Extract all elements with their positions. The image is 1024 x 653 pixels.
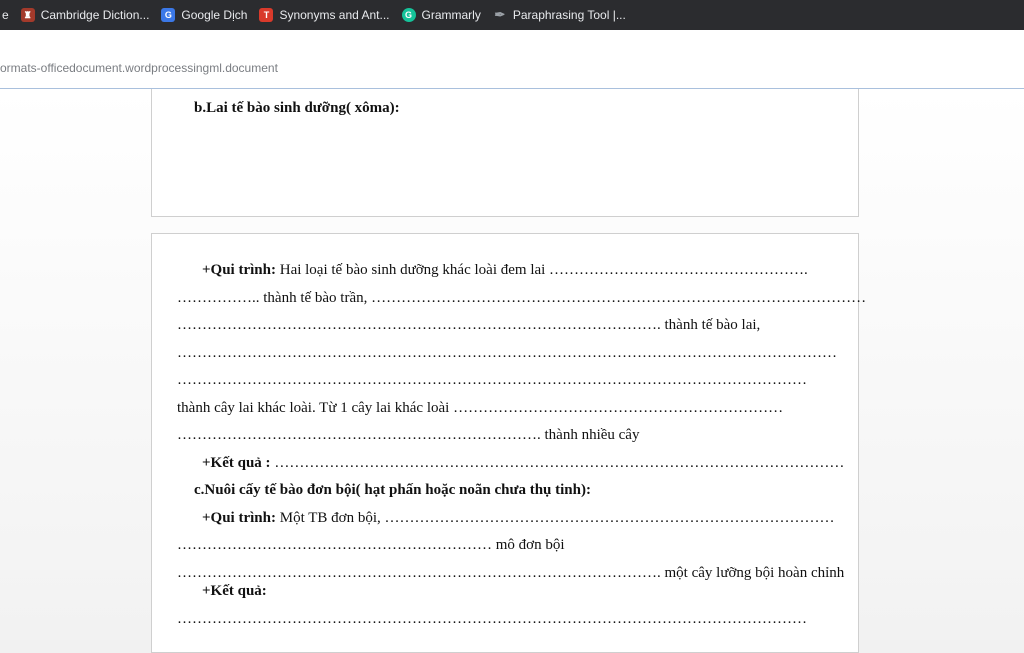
text-line-10	[202, 509, 835, 527]
document-page-1	[151, 89, 859, 217]
document-url[interactable]: ormats-officedocument.wordprocessingml.document	[0, 61, 278, 75]
label-qui-trinh: +Qui trình:	[202, 262, 276, 278]
google-translate-icon: G	[161, 8, 175, 22]
text-line-5: ………………………………………………………………………………………………………………	[177, 372, 807, 388]
text-line-4: ……………………………………………………………………………………………………………………	[177, 345, 837, 361]
text-span: Hai loại tế bào sinh dưỡng khác loài đem lai …………………………………………….	[275, 262, 808, 278]
text-span: Một TB đơn bội, ………………………………………………………………………………	[275, 510, 835, 526]
bookmark-paraphrasing[interactable]	[487, 0, 632, 30]
bookmarks-bar	[0, 0, 1024, 30]
document-page-2	[151, 233, 867, 653]
text-line-2: …………….. thành tế bào trần, ………………………………………………………………………………………	[177, 290, 867, 306]
section-heading-b: b.Lai tế bào sinh dưỡng( xôma):	[194, 100, 400, 116]
text-line-6: thành cây lai khác loài. Từ 1 cây lai khác loài …………………………………………………………	[177, 400, 784, 416]
text-line-8	[202, 454, 844, 472]
text-line-14: ………………………………………………………………………………………………………………	[177, 611, 807, 627]
bookmark-label: Google Dịch	[181, 8, 248, 22]
bookmark-label: Cambridge Diction...	[40, 8, 150, 22]
label-qui-trinh: +Qui trình:	[202, 510, 276, 526]
grammarly-icon: G	[402, 8, 416, 22]
section-heading-c: c.Nuôi cấy tế bào đơn bội( hạt phấn hoặc noãn chưa thụ tinh):	[194, 482, 591, 498]
bookmark-label: Grammarly	[421, 8, 481, 22]
bookmark-cambridge[interactable]	[15, 0, 156, 30]
text-line-1	[202, 261, 808, 279]
bookmark-grammarly[interactable]	[396, 0, 487, 30]
bookmark-label: Synonyms and Ant...	[279, 8, 390, 22]
address-area	[0, 30, 1024, 89]
quill-icon: ✒	[494, 7, 506, 22]
cambridge-icon: ♜	[21, 8, 35, 22]
label-ket-qua: +Kết quả :	[202, 455, 271, 471]
document-viewer[interactable]	[0, 89, 1024, 640]
label-ket-qua-2: +Kết quả:	[202, 583, 267, 599]
thesaurus-icon: T	[259, 8, 273, 22]
text-line-11: ……………………………………………………… mô đơn bội	[177, 537, 565, 553]
bookmark-thesaurus[interactable]	[253, 0, 395, 30]
text-line-12: ……………………………………………………………………………………. một cây lưỡng bội hoàn chỉnh	[177, 565, 845, 581]
bookmark-label: Paraphrasing Tool |...	[512, 8, 626, 22]
bookmark-google-translate[interactable]	[155, 0, 253, 30]
text-span: ……………………………………………………………………………………………………	[270, 455, 845, 471]
text-line-7: ………………………………………………………………. thành nhiều cây	[177, 427, 640, 443]
bookmark-partial[interactable]: e	[2, 8, 9, 22]
text-line-3: ……………………………………………………………………………………. thành tế bào lai,	[177, 317, 761, 333]
